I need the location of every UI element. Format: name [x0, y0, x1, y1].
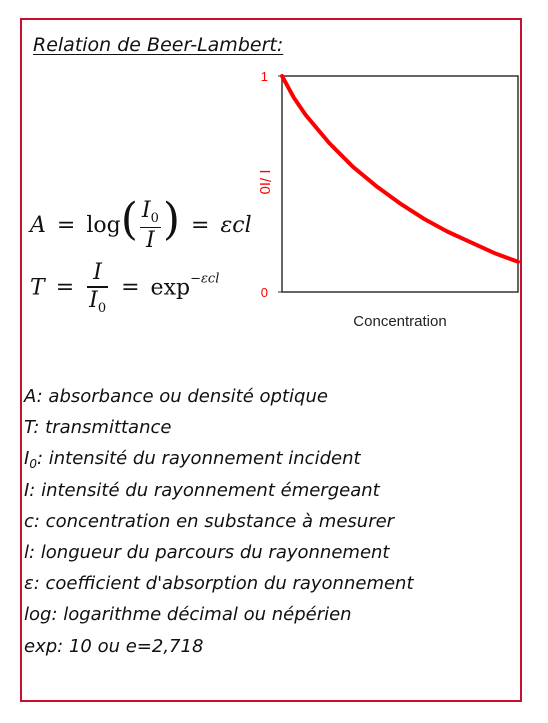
definition-line [24, 631, 414, 662]
definition-line [24, 537, 414, 568]
definition-line [24, 412, 414, 443]
absorbance-eq1: = [56, 213, 76, 238]
definition-text: A: absorbance ou densité optique [24, 386, 328, 407]
absorbance-symbol: A [30, 213, 46, 238]
transmittance-exponent: −εcl [190, 271, 220, 287]
fraction-numerator-sub: 0 [150, 210, 159, 226]
transmittance-numerator: I [93, 260, 102, 285]
right-paren: ) [162, 194, 181, 245]
fraction-denominator: I [146, 228, 155, 254]
absorbance-fraction [140, 197, 161, 254]
transmittance-denominator-base: I [89, 287, 98, 313]
absorbance-eq2: = [191, 213, 210, 238]
transmittance-fraction [87, 262, 108, 315]
definition-text: exp: 10 ou e=2,718 [24, 635, 204, 657]
definition-line [24, 506, 414, 537]
left-paren: ( [120, 194, 138, 245]
definitions-list [24, 381, 414, 662]
definition-text: log: logarithme décimal ou népérien [24, 604, 352, 626]
transmittance-symbol: T [30, 275, 45, 301]
intensity-curve [282, 76, 518, 262]
y-axis-label: I /I0 [256, 169, 273, 195]
transmittance-eq1: = [55, 275, 75, 301]
fraction-numerator-base: I [141, 197, 151, 223]
definition-line [24, 443, 414, 474]
definition-text: T: transmittance [24, 417, 172, 439]
transmittance-denominator-sub: 0 [97, 300, 107, 316]
definition-text: c: concentration en substance à mesurer [24, 510, 395, 532]
absorbance-formula [30, 196, 252, 252]
panel-title: Relation de Beer-Lambert: [33, 34, 284, 56]
definition-text: ε: coefficient d'absorption du rayonnement [24, 573, 414, 595]
definition-text: I: intensité du rayonnement émergeant [24, 479, 380, 501]
chart-svg [240, 64, 530, 334]
definition-line [24, 381, 414, 412]
transmittance-exp: exp [150, 275, 191, 301]
definition-symbol-sub: 0 [29, 457, 37, 472]
plot-frame [282, 76, 518, 292]
y-tick-label-1: 1 [260, 69, 268, 84]
transmittance-formula [30, 262, 219, 315]
definition-line [24, 475, 414, 506]
definition-text: : intensité du rayonnement incident [36, 448, 361, 470]
y-tick-label-0: 0 [260, 285, 268, 300]
intensity-vs-concentration-chart [240, 64, 530, 334]
definition-symbol: I [24, 448, 30, 470]
x-axis-label: Concentration [353, 313, 447, 330]
definition-line [24, 568, 414, 599]
transmittance-eq2: = [121, 275, 140, 301]
absorbance-rhs: εcl [220, 213, 252, 238]
definition-text: l: longueur du parcours du rayonnement [24, 541, 390, 563]
definition-line [24, 599, 414, 630]
absorbance-log: log [86, 213, 121, 238]
